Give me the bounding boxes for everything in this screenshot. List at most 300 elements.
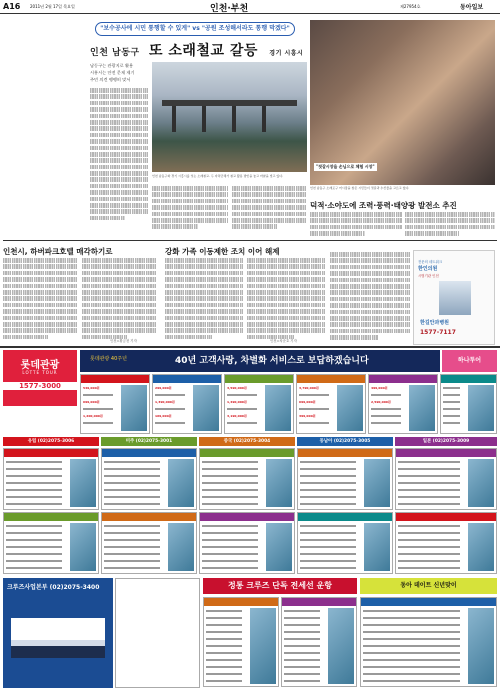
tile-row bbox=[227, 386, 247, 390]
tile-row bbox=[83, 414, 103, 418]
text-line bbox=[165, 258, 243, 263]
tile-row bbox=[227, 421, 257, 425]
text-line bbox=[330, 329, 410, 334]
tile-text-line bbox=[300, 489, 356, 491]
text-line bbox=[330, 322, 410, 327]
tile-row bbox=[300, 531, 356, 535]
tile-text-line bbox=[6, 525, 62, 527]
tile-text-line bbox=[202, 546, 258, 548]
tile-text-line bbox=[202, 461, 258, 463]
tile-text-line bbox=[398, 503, 460, 505]
text-line bbox=[3, 316, 78, 321]
tile-row bbox=[104, 502, 160, 506]
tile-text-line bbox=[6, 560, 62, 562]
tile-row bbox=[202, 538, 258, 542]
tile-row bbox=[104, 545, 160, 549]
tile-header-bar bbox=[282, 598, 356, 606]
tile-text-line bbox=[300, 539, 356, 541]
cruise-ad bbox=[3, 578, 113, 688]
story1-subhead: "보수공사에 시민 통행할 수 있게" vs "공원 조성해서라도 통행 막겠다" bbox=[95, 22, 295, 36]
tile-row bbox=[206, 644, 242, 648]
tile-photo bbox=[468, 608, 494, 684]
tile-row bbox=[206, 665, 242, 669]
text-line bbox=[82, 277, 157, 282]
tile-text-line bbox=[398, 468, 460, 470]
tour-package-tile bbox=[281, 597, 357, 687]
text-line bbox=[3, 258, 78, 263]
tile-header-bar bbox=[102, 449, 196, 457]
tile-row bbox=[104, 474, 160, 478]
story3-byline: 인천=황금천 기자 bbox=[110, 339, 137, 343]
text-line bbox=[405, 225, 495, 230]
hospital-ad-line3: 시범기관 인천 bbox=[418, 274, 439, 278]
tile-row bbox=[363, 616, 460, 620]
text-line bbox=[165, 303, 243, 308]
tile-text-line bbox=[206, 610, 242, 612]
tile-row bbox=[300, 502, 356, 506]
tile-text-line bbox=[398, 489, 460, 491]
tile-row bbox=[398, 495, 460, 499]
story4-body-col1 bbox=[165, 258, 243, 343]
text-line bbox=[90, 88, 148, 93]
tile-row bbox=[300, 552, 356, 556]
tile-text-line bbox=[363, 638, 460, 640]
tile-text-line bbox=[443, 387, 460, 389]
tile-row bbox=[299, 386, 319, 390]
issue-number: 제27954호 bbox=[400, 4, 421, 9]
text-line bbox=[152, 212, 228, 217]
tile-text-line bbox=[284, 610, 320, 612]
tile-price: 699,000원 bbox=[83, 400, 100, 404]
text-line bbox=[247, 271, 325, 276]
tile-row bbox=[104, 524, 160, 528]
tile-row bbox=[300, 495, 356, 499]
tile-row bbox=[202, 495, 258, 499]
tile-photo bbox=[193, 385, 219, 431]
text-line bbox=[165, 322, 243, 327]
category-bar-america: 미주 (02)2075-3001 bbox=[101, 437, 197, 446]
tile-text-line bbox=[83, 394, 113, 396]
photo2-tag: "젓갈시장을 손님으로 체험 시장" bbox=[316, 164, 375, 169]
tile-photo bbox=[328, 608, 354, 684]
hospital-phone: 1577-7117 bbox=[420, 329, 456, 336]
tile-header-bar bbox=[200, 513, 294, 521]
tile-text-line bbox=[227, 394, 257, 396]
page-header bbox=[0, 0, 500, 14]
tile-text-line bbox=[6, 503, 62, 505]
tour-package-tile bbox=[199, 512, 295, 574]
tile-text-line bbox=[202, 539, 258, 541]
ad-section-divider bbox=[0, 346, 500, 348]
tile-text-line bbox=[206, 680, 242, 682]
tile-row bbox=[299, 407, 329, 411]
tile-text-line bbox=[398, 532, 460, 534]
tour-package-tile bbox=[80, 374, 150, 434]
tile-text-line bbox=[363, 631, 460, 633]
text-line bbox=[330, 303, 410, 308]
tile-photo bbox=[468, 385, 494, 431]
tile-header-bar bbox=[441, 375, 496, 383]
tile-row bbox=[284, 644, 320, 648]
tile-text-line bbox=[104, 553, 160, 555]
tile-text-line bbox=[300, 532, 356, 534]
tour-package-tile bbox=[101, 512, 197, 574]
tile-row bbox=[202, 481, 258, 485]
tile-row bbox=[202, 552, 258, 556]
tour-package-tile bbox=[296, 374, 366, 434]
text-line bbox=[152, 205, 228, 210]
text-line bbox=[90, 171, 148, 176]
page-number: A16 bbox=[3, 2, 21, 11]
tile-row bbox=[104, 559, 160, 563]
tile-text-line bbox=[363, 617, 460, 619]
tile-text-line bbox=[300, 560, 356, 562]
tile-text-line bbox=[6, 553, 62, 555]
hospital-building-image bbox=[439, 281, 471, 315]
tile-row bbox=[6, 538, 62, 542]
tile-text-line bbox=[6, 532, 62, 534]
tile-text-line bbox=[104, 475, 160, 477]
tour-package-tile bbox=[395, 512, 497, 574]
text-line bbox=[90, 146, 148, 151]
category-bar-japan: 일본 (02)2075-3009 bbox=[395, 437, 497, 446]
tour-package-tile bbox=[152, 374, 222, 434]
tile-text-line bbox=[371, 408, 401, 410]
tile-header-bar bbox=[102, 513, 196, 521]
tile-text-line bbox=[398, 525, 460, 527]
tile-text-line bbox=[363, 666, 460, 668]
lotte-en: LOTTE TOUR bbox=[22, 370, 58, 375]
tile-row bbox=[371, 414, 401, 418]
tile-row bbox=[443, 386, 460, 390]
tile-text-line bbox=[398, 560, 460, 562]
tile-row bbox=[284, 658, 320, 662]
text-line bbox=[247, 277, 325, 282]
tile-photo bbox=[250, 608, 276, 684]
text-line bbox=[3, 309, 78, 314]
tile-text-line bbox=[104, 539, 160, 541]
tile-text-line bbox=[206, 638, 242, 640]
text-line bbox=[152, 199, 228, 204]
text-line bbox=[247, 309, 325, 314]
tile-text-line bbox=[398, 475, 460, 477]
text-line bbox=[165, 264, 243, 269]
deck-line: 시흥시는 안전 문제 제기 bbox=[90, 70, 135, 75]
tile-row bbox=[83, 421, 113, 425]
tile-row bbox=[6, 467, 62, 471]
tile-text-line bbox=[299, 422, 329, 424]
tour-package-tile bbox=[360, 597, 497, 687]
tile-row bbox=[300, 538, 356, 542]
tile-text-line bbox=[398, 482, 460, 484]
tile-row bbox=[202, 488, 258, 492]
text-line bbox=[3, 277, 78, 282]
hospital-name: 한길안과병원 bbox=[420, 320, 449, 326]
text-line bbox=[165, 277, 243, 282]
tour-package-tile bbox=[199, 448, 295, 510]
text-line bbox=[82, 316, 157, 321]
text-line bbox=[330, 284, 410, 289]
text-line bbox=[330, 271, 410, 276]
tile-text-line bbox=[83, 422, 113, 424]
tile-text-line bbox=[284, 666, 320, 668]
tile-text-line bbox=[284, 617, 320, 619]
tile-text-line bbox=[284, 652, 320, 654]
story1-headline bbox=[90, 40, 303, 60]
tile-text-line bbox=[206, 659, 242, 661]
tile-row bbox=[299, 400, 316, 404]
tile-text-line bbox=[202, 468, 258, 470]
tile-row bbox=[398, 531, 460, 535]
tile-row bbox=[284, 623, 320, 627]
tile-header-bar bbox=[369, 375, 437, 383]
tile-text-line bbox=[104, 461, 160, 463]
text-line bbox=[247, 322, 325, 327]
tile-text-line bbox=[398, 567, 460, 569]
tile-row bbox=[83, 393, 113, 397]
tile-row bbox=[155, 414, 172, 418]
tile-row bbox=[6, 488, 62, 492]
cruise-ship-image bbox=[11, 618, 105, 658]
tile-text-line bbox=[104, 503, 160, 505]
tile-text-line bbox=[83, 408, 113, 410]
tile-row bbox=[155, 393, 185, 397]
story1-place2: 경기 시흥시 bbox=[269, 50, 304, 57]
tile-text-line bbox=[104, 546, 160, 548]
tile-text-line bbox=[299, 394, 329, 396]
tour-package-tile bbox=[440, 374, 497, 434]
tile-text-line bbox=[202, 475, 258, 477]
tile-row bbox=[104, 538, 160, 542]
tile-text-line bbox=[363, 624, 460, 626]
tile-row bbox=[6, 502, 62, 506]
text-line bbox=[247, 258, 325, 263]
tile-photo bbox=[468, 523, 494, 571]
story4-body-col2 bbox=[247, 258, 325, 343]
tile-row bbox=[202, 467, 258, 471]
tile-text-line bbox=[206, 652, 242, 654]
tile-text-line bbox=[202, 560, 258, 562]
tile-row bbox=[104, 566, 160, 570]
story4-byline: 인천=차준호 기자 bbox=[270, 339, 297, 343]
tile-text-line bbox=[202, 567, 258, 569]
tile-row bbox=[363, 658, 460, 662]
tile-photo bbox=[266, 459, 292, 507]
tile-row bbox=[300, 545, 356, 549]
tile-text-line bbox=[363, 680, 460, 682]
text-line bbox=[330, 258, 410, 263]
tile-text-line bbox=[206, 645, 242, 647]
text-line bbox=[90, 209, 148, 214]
text-line bbox=[90, 114, 148, 119]
banner-main: 40년 고객사랑, 차별화 서비스로 보답하겠습니다 bbox=[175, 356, 369, 366]
text-line bbox=[310, 212, 402, 217]
text-line bbox=[3, 322, 78, 327]
text-line bbox=[247, 328, 325, 333]
tile-photo bbox=[121, 385, 147, 431]
tile-row bbox=[284, 651, 320, 655]
text-line bbox=[232, 192, 307, 197]
tile-price: 3,790,000원 bbox=[299, 386, 319, 390]
tile-row bbox=[104, 531, 160, 535]
tile-photo bbox=[168, 459, 194, 507]
text-line bbox=[247, 264, 325, 269]
tile-text-line bbox=[299, 408, 329, 410]
tile-row bbox=[398, 552, 460, 556]
tile-row bbox=[398, 474, 460, 478]
tile-row bbox=[300, 559, 356, 563]
tile-row bbox=[443, 393, 460, 397]
story1-photo2 bbox=[310, 20, 495, 185]
tour-package-tile bbox=[3, 512, 99, 574]
text-line bbox=[82, 303, 157, 308]
tile-row bbox=[398, 566, 460, 570]
bridge-pier bbox=[232, 106, 236, 132]
text-line bbox=[310, 218, 402, 223]
text-line bbox=[3, 284, 78, 289]
tile-row bbox=[206, 672, 242, 676]
text-line bbox=[247, 284, 325, 289]
text-line bbox=[3, 296, 78, 301]
tile-text-line bbox=[6, 567, 62, 569]
tile-row bbox=[6, 531, 62, 535]
tile-header-bar bbox=[4, 513, 98, 521]
tile-price: 1,200,000원 bbox=[83, 414, 103, 418]
tile-row bbox=[6, 481, 62, 485]
text-line bbox=[90, 139, 148, 144]
tile-row bbox=[443, 414, 460, 418]
tile-row bbox=[363, 609, 460, 613]
tile-row bbox=[104, 552, 160, 556]
tile-text-line bbox=[227, 408, 257, 410]
tile-text-line bbox=[398, 496, 460, 498]
tile-text-line bbox=[363, 645, 460, 647]
tile-text-line bbox=[202, 532, 258, 534]
tile-text-line bbox=[371, 394, 401, 396]
tile-text-line bbox=[443, 408, 460, 410]
tile-text-line bbox=[202, 503, 258, 505]
tile-row bbox=[300, 481, 356, 485]
tile-row bbox=[202, 502, 258, 506]
tile-header-bar bbox=[204, 598, 278, 606]
tile-row bbox=[202, 531, 258, 535]
text-line bbox=[90, 101, 148, 106]
tile-text-line bbox=[155, 408, 185, 410]
tile-text-line bbox=[443, 394, 460, 396]
tile-header-bar bbox=[225, 375, 293, 383]
text-line bbox=[90, 177, 148, 182]
issue-date: 2011년 2월 17일 목요일 bbox=[30, 4, 75, 9]
tile-row bbox=[398, 481, 460, 485]
tile-row bbox=[371, 400, 391, 404]
story1-body-col1 bbox=[90, 88, 148, 228]
text-line bbox=[405, 231, 459, 236]
text-line bbox=[247, 296, 325, 301]
tile-row bbox=[202, 474, 258, 478]
tile-text-line bbox=[202, 553, 258, 555]
deck-line: 남동구는 관광지로 활용 bbox=[90, 63, 134, 68]
tile-price: 169,000원 bbox=[155, 414, 172, 418]
tile-row bbox=[206, 651, 242, 655]
tile-text-line bbox=[284, 631, 320, 633]
tile-row bbox=[443, 400, 460, 404]
tile-text-line bbox=[6, 482, 62, 484]
text-line bbox=[90, 165, 148, 170]
bridge-shape bbox=[162, 100, 297, 106]
tile-text-line bbox=[206, 666, 242, 668]
tile-row bbox=[398, 502, 460, 506]
text-line bbox=[82, 264, 157, 269]
text-line bbox=[330, 297, 410, 302]
tile-photo bbox=[468, 459, 494, 507]
text-line bbox=[82, 290, 157, 295]
bottom-right-banner: 동아 데이트 신년맞이 bbox=[360, 578, 497, 594]
tile-row bbox=[284, 609, 320, 613]
tile-text-line bbox=[300, 553, 356, 555]
text-line bbox=[330, 290, 410, 295]
tile-photo bbox=[168, 523, 194, 571]
tile-price: 699,000원 bbox=[299, 400, 316, 404]
tile-text-line bbox=[300, 482, 356, 484]
hospital-ad bbox=[413, 250, 495, 345]
tour-package-tile bbox=[101, 448, 197, 510]
text-line bbox=[247, 290, 325, 295]
tour-package-tile bbox=[297, 448, 393, 510]
tile-text-line bbox=[300, 525, 356, 527]
category-bar-china: 중국 (02)2075-3004 bbox=[199, 437, 295, 446]
category-bar-southeast-asia: 동남아 (02)2075-3005 bbox=[297, 437, 393, 446]
tile-photo bbox=[70, 523, 96, 571]
tile-text-line bbox=[398, 553, 460, 555]
story2-body-col2 bbox=[405, 212, 495, 240]
bridge-pier bbox=[172, 106, 176, 132]
tile-row bbox=[398, 488, 460, 492]
lotte-name: 롯데관광 bbox=[20, 360, 60, 371]
tile-row bbox=[6, 474, 62, 478]
tour-package-tile bbox=[3, 448, 99, 510]
tile-row bbox=[443, 421, 460, 425]
tile-price: 3,590,000원 bbox=[227, 386, 247, 390]
tile-price: 299,000원 bbox=[155, 386, 172, 390]
tile-row bbox=[6, 460, 62, 464]
cruise-banner: 정통 크루즈 단독 전세선 운항 bbox=[203, 578, 357, 594]
tile-text-line bbox=[284, 638, 320, 640]
tile-row bbox=[206, 637, 242, 641]
anniversary-banner bbox=[80, 350, 440, 372]
deck-line: 주민 의견 팽팽히 맞서 bbox=[90, 77, 131, 82]
text-line bbox=[90, 120, 148, 125]
tile-row bbox=[104, 467, 160, 471]
tile-text-line bbox=[104, 496, 160, 498]
text-line bbox=[3, 271, 78, 276]
story1-photo bbox=[152, 62, 307, 172]
tile-row bbox=[202, 545, 258, 549]
text-line bbox=[3, 290, 78, 295]
tile-row bbox=[227, 414, 247, 418]
story1-photo2-caption: 인천 남동구 소래포구 어시장을 찾은 시민들이 젓갈과 수산물을 고르고 있다. bbox=[310, 186, 410, 190]
tile-header-bar bbox=[153, 375, 221, 383]
tile-text-line bbox=[371, 422, 401, 424]
tile-text-line bbox=[443, 401, 460, 403]
tile-text-line bbox=[284, 645, 320, 647]
text-line bbox=[330, 335, 378, 340]
tile-text-line bbox=[104, 560, 160, 562]
tile-text-line bbox=[104, 468, 160, 470]
story3-headline: 인천시, 하버파크호텔 매각하기로 bbox=[3, 247, 113, 256]
tile-row bbox=[299, 393, 329, 397]
tile-header-bar bbox=[298, 449, 392, 457]
text-line bbox=[90, 184, 148, 189]
